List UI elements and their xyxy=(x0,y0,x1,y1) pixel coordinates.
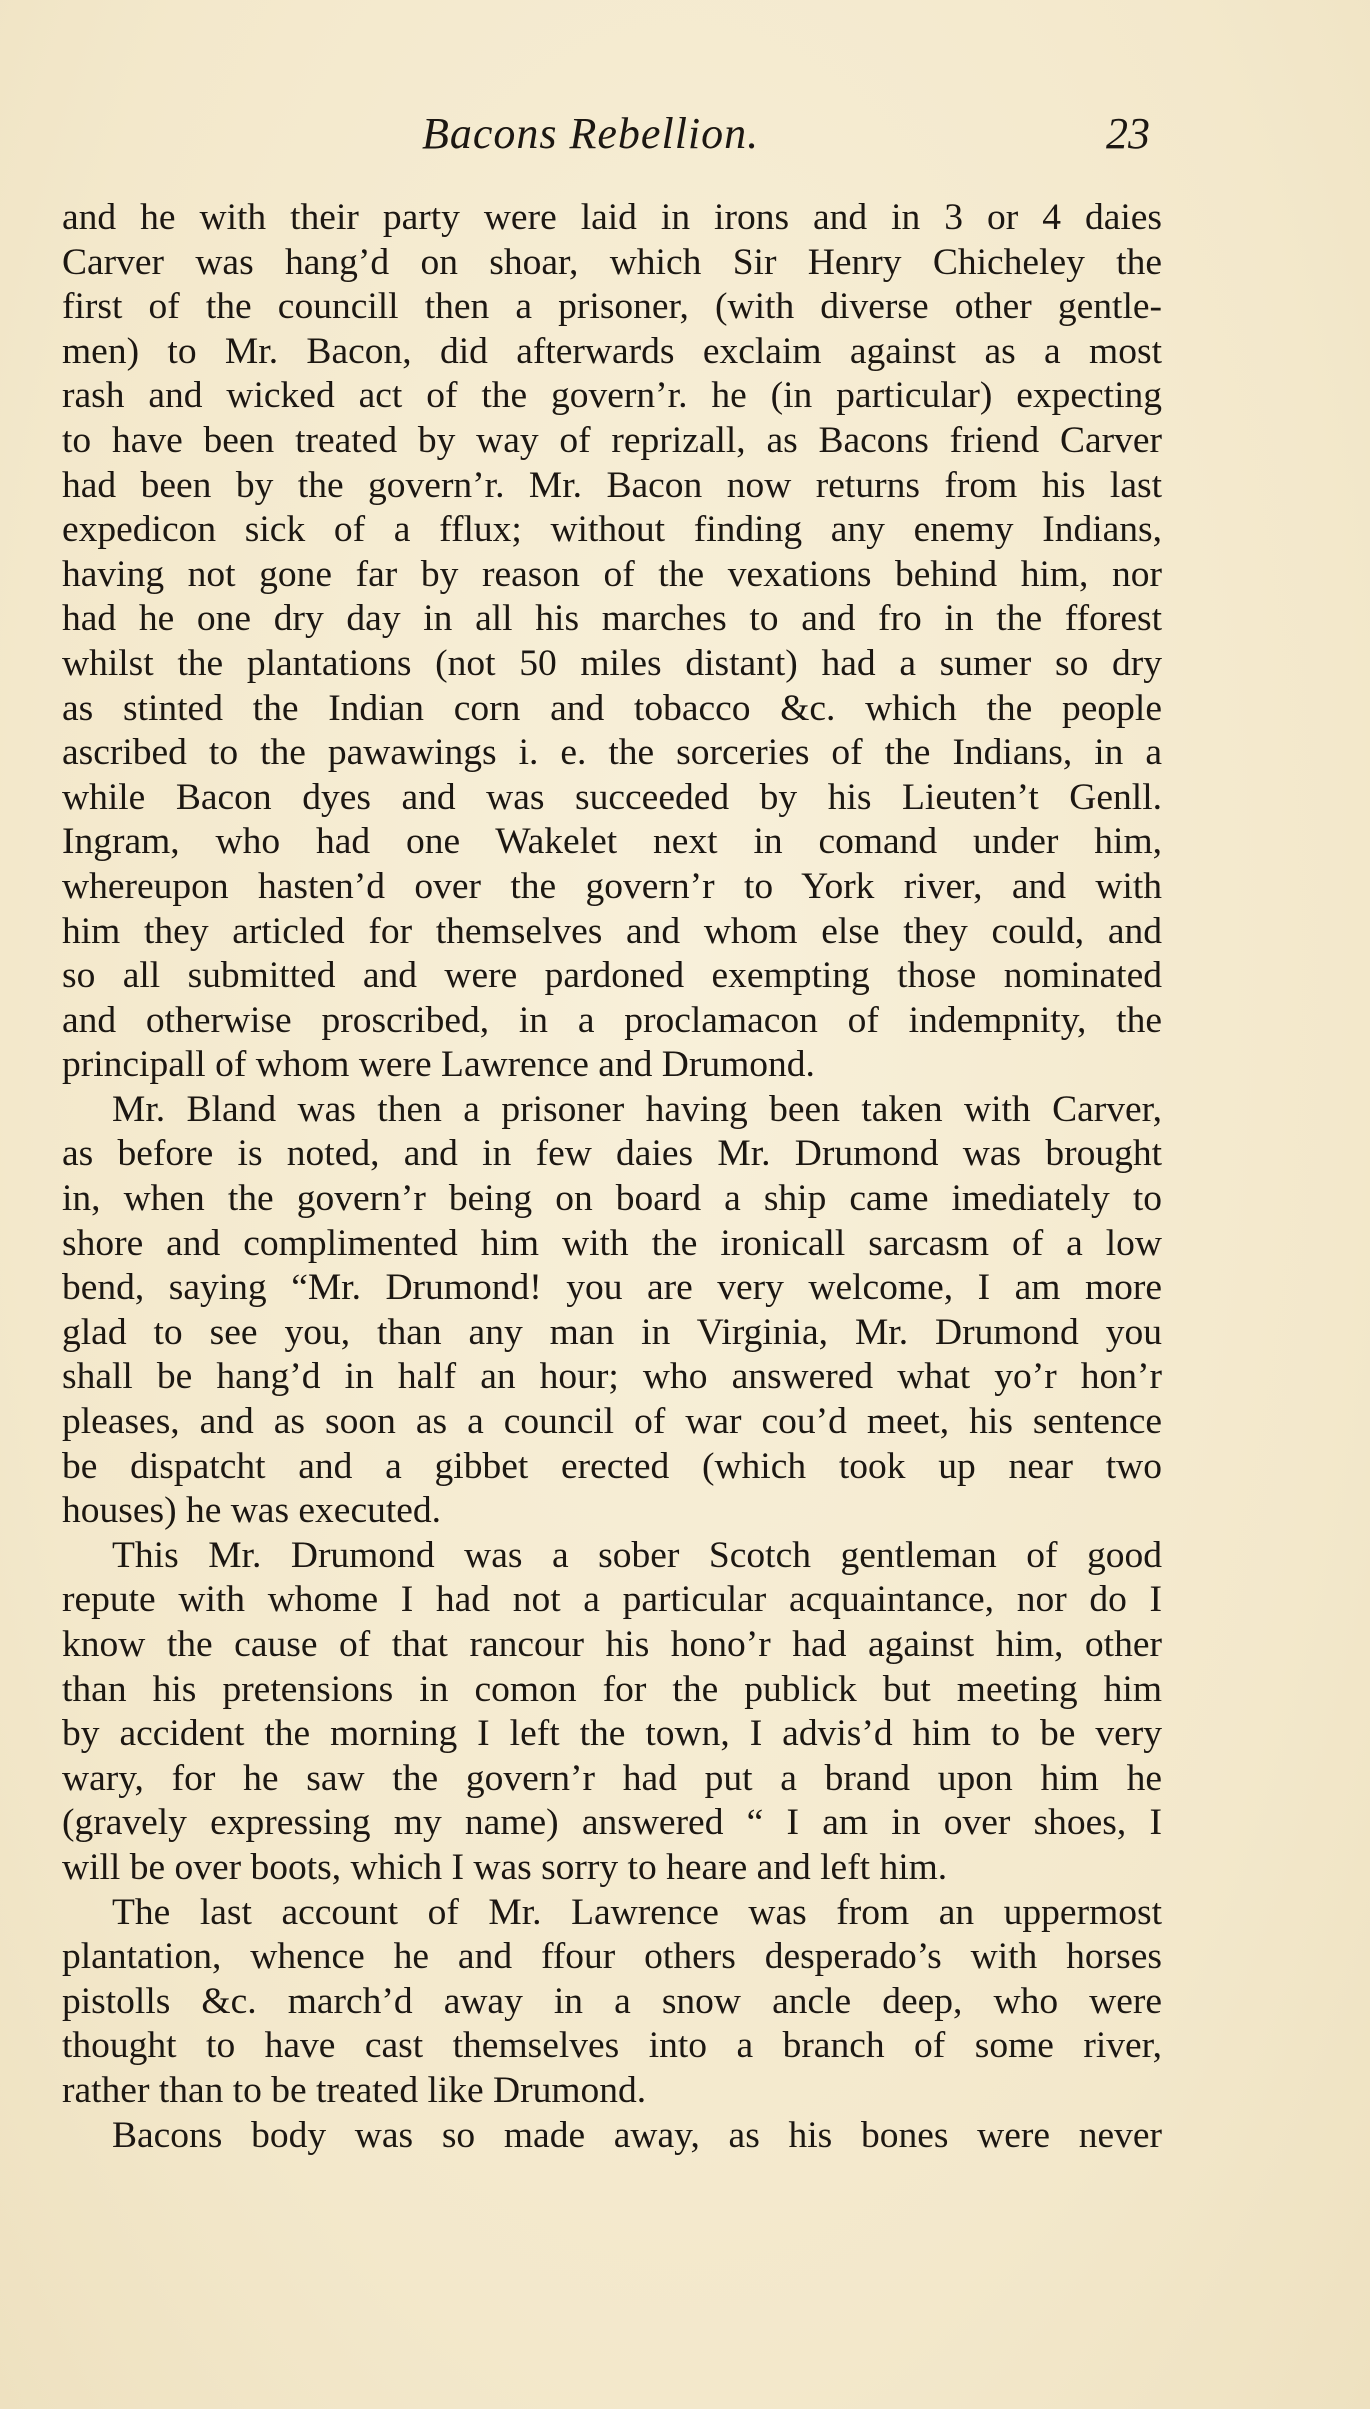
text-line: as stinted the Indian corn and tobacco &c. which the people xyxy=(62,687,1162,729)
text-line: had been by the govern’r. Mr. Bacon now returns from his last xyxy=(62,464,1162,506)
text-line: repute with whome I had not a particular acquaintance, nor do I xyxy=(62,1579,1162,1621)
text-line: and he with their party were laid in irons and in 3 or 4 daies xyxy=(62,197,1162,238)
text-line: Bacons body was so made away, as his bones were never xyxy=(112,2114,1162,2156)
text-line: This Mr. Drumond was a sober Scotch gentleman of good xyxy=(112,1534,1162,1576)
text-line: so all submitted and were pardoned exempting those nominated xyxy=(62,955,1162,997)
text-line: The last account of Mr. Lawrence was from an uppermost xyxy=(112,1891,1162,1933)
page-number: 23 xyxy=(1106,109,1150,158)
text-line: rash and wicked act of the govern’r. he (in particular) expecting xyxy=(62,375,1162,417)
paragraph xyxy=(62,1534,1162,1891)
paragraph xyxy=(62,1088,1162,1534)
text-line: glad to see you, than any man in Virginia, Mr. Drumond you xyxy=(62,1311,1162,1353)
text-line: Ingram, who had one Wakelet next in comand under him, xyxy=(62,821,1162,863)
text-line: pistolls &c. march’d away in a snow ancle deep, who were xyxy=(62,1980,1162,2022)
text-line: him they articled for themselves and whom else they could, and xyxy=(62,910,1162,952)
text-line: principall of whom were Lawrence and Drumond. xyxy=(62,1044,815,1086)
paragraph xyxy=(62,196,1162,1088)
text-line: rather than to be treated like Drumond. xyxy=(62,2069,647,2111)
text-line: had he one dry day in all his marches to and fro in the fforest xyxy=(62,598,1162,640)
text-line: shall be hang’d in half an hour; who answered what yo’r hon’r xyxy=(62,1356,1162,1398)
text-line: shore and complimented him with the ironicall sarcasm of a low xyxy=(62,1222,1162,1264)
text-line: first of the councill then a prisoner, (with diverse other gentle- xyxy=(62,286,1162,328)
text-line: by accident the morning I left the town, I advis’d him to be very xyxy=(62,1713,1162,1755)
paragraph xyxy=(62,2114,1162,2159)
text-line: will be over boots, which I was sorry to heare and left him. xyxy=(62,1846,948,1888)
text-line: as before is noted, and in few daies Mr. Drumond was brought xyxy=(62,1133,1162,1175)
text-line: Mr. Bland was then a prisoner having been taken with Carver, xyxy=(112,1088,1162,1130)
text-line: whilst the plantations (not 50 miles distant) had a sumer so dry xyxy=(62,642,1162,684)
text-line: and otherwise proscribed, in a proclamacon of indempnity, the xyxy=(62,999,1162,1041)
text-line: (gravely expressing my name) answered “ I am in over shoes, I xyxy=(62,1802,1162,1844)
text-line: in, when the govern’r being on board a ship came imediately to xyxy=(62,1178,1162,1220)
text-line: than his pretensions in comon for the publick but meeting him xyxy=(62,1668,1162,1710)
text-line: Carver was hang’d on shoar, which Sir Henry Chicheley the xyxy=(62,241,1162,283)
text-line: bend, saying “Mr. Drumond! you are very welcome, I am more xyxy=(62,1267,1162,1309)
text-line: pleases, and as soon as a council of war cou’d meet, his sentence xyxy=(62,1401,1162,1443)
body-text xyxy=(62,196,1162,2158)
text-line: men) to Mr. Bacon, did afterwards exclaim against as a most xyxy=(62,330,1162,372)
text-line: wary, for he saw the govern’r had put a brand upon him he xyxy=(62,1757,1162,1799)
text-line: expedicon sick of a fflux; without finding any enemy Indians, xyxy=(62,509,1162,551)
text-line: ascribed to the pawawings i. e. the sorceries of the Indians, in a xyxy=(62,732,1162,774)
text-line: houses) he was executed. xyxy=(62,1490,442,1532)
text-line: thought to have cast themselves into a branch of some river, xyxy=(62,2025,1162,2067)
text-line: while Bacon dyes and was succeeded by his Lieuten’t Genll. xyxy=(62,776,1162,818)
text-line: to have been treated by way of reprizall, as Bacons friend Carver xyxy=(62,419,1162,461)
page-header xyxy=(62,108,1162,168)
text-line: whereupon hasten’d over the govern’r to York river, and with xyxy=(62,865,1162,907)
text-line: be dispatcht and a gibbet erected (which took up near two xyxy=(62,1445,1162,1487)
running-title: Bacons Rebellion. xyxy=(422,109,760,158)
paragraph xyxy=(62,1891,1162,2114)
text-line: having not gone far by reason of the vexations behind him, nor xyxy=(62,553,1162,595)
text-line: know the cause of that rancour his hono’r had against him, other xyxy=(62,1624,1162,1665)
text-line: plantation, whence he and ffour others desperado’s with horses xyxy=(62,1936,1162,1978)
